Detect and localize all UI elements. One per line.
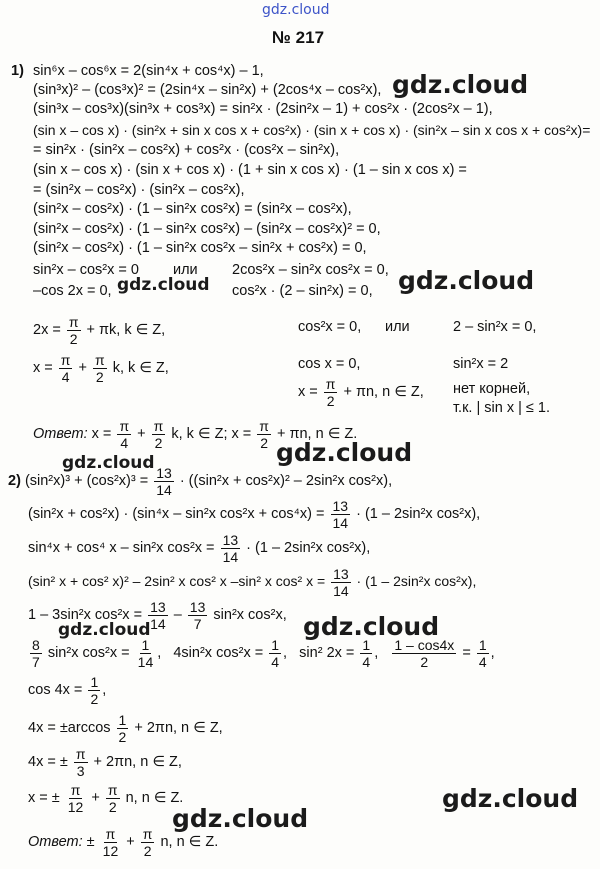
denominator: 12 (102, 842, 119, 859)
fraction (30, 637, 42, 670)
fraction (141, 826, 155, 859)
text: + (91, 790, 100, 806)
text: – (173, 607, 182, 623)
equation-line: (sin³x)² – (cos³x)² = (2sin⁴x – sin²x) + (2cos⁴x – cos²x), (33, 82, 382, 98)
denominator: 14 (222, 548, 239, 565)
part2-label: 2) (8, 473, 21, 489)
watermark: gdz.cloud (172, 804, 309, 833)
text: + πk, k ∈ Z, (86, 322, 166, 338)
denominator: 2 (90, 690, 99, 707)
text: + 2πn, n ∈ Z, (93, 754, 182, 770)
denominator: 2 (420, 653, 429, 670)
equation-line: (sin x – cos x) · (sin x + cos x) · (1 + sin x cos x) · (1 – sin x cos x) = (33, 162, 467, 178)
denominator: 2 (143, 842, 152, 859)
text: + 2πn, n ∈ Z, (134, 720, 223, 736)
text: n, n ∈ Z. (125, 790, 184, 806)
text: + πn, n ∈ Z. (276, 426, 358, 442)
fraction (392, 637, 456, 670)
equation-line (28, 670, 106, 710)
text: · (1 – 2sin²x cos²x), (356, 506, 481, 522)
denominator: 4 (271, 653, 280, 670)
fraction (188, 599, 208, 632)
numerator: π (325, 375, 336, 392)
or-word: или (385, 319, 410, 335)
denominator: 2 (69, 330, 78, 347)
denominator: 14 (150, 615, 166, 632)
fraction (152, 418, 166, 451)
equation-line: sin⁶x – cos⁶x = 2(sin⁴x + cos⁴x) – 1, (33, 63, 264, 79)
text: = (462, 645, 471, 661)
equation-line: = (sin²x – cos²x) · (sin²x – cos²x), (33, 182, 245, 198)
fraction (154, 465, 174, 498)
text: , (102, 682, 107, 698)
equation-line (28, 742, 182, 782)
fraction (331, 566, 351, 599)
text: sin⁴x + cos⁴ x – sin²x cos²x = (28, 540, 215, 556)
numerator: π (75, 745, 86, 762)
fraction (74, 746, 88, 779)
solution-line: cos²x = 0, (298, 319, 362, 335)
numerator: 13 (332, 497, 349, 514)
text: + (137, 426, 146, 442)
equation-line: (sin³x – cos³x)(sin³x + cos³x) = sin²x · (2sin²x – 1) + cos²x · (2cos²x – 1), (33, 101, 493, 117)
denominator: 2 (260, 434, 269, 451)
text: + (78, 360, 87, 376)
denominator: 4 (478, 653, 487, 670)
fraction (106, 782, 120, 815)
equation-line: (sin x – cos x) · (sin²x + sin x cos x + cos²x) · (sin x + cos x) · (sin²x – sin x cos x + cos²x)= (33, 122, 591, 138)
solution-line: т.к. | sin x | ≤ 1. (453, 400, 550, 416)
text: sin²x cos²x = (47, 645, 130, 661)
fraction (93, 352, 107, 385)
fraction (269, 637, 281, 670)
numerator: 1 (118, 711, 127, 728)
denominator: 3 (76, 762, 85, 779)
numerator: 1 (141, 636, 150, 653)
watermark: gdz.cloud (398, 266, 535, 295)
numerator: 8 (32, 636, 40, 653)
denominator: 14 (137, 653, 154, 670)
fraction (148, 599, 168, 632)
answer-line (28, 822, 218, 862)
numerator: 1 (362, 636, 371, 653)
denominator: 2 (95, 368, 104, 385)
numerator: π (153, 417, 164, 434)
fraction (67, 314, 81, 347)
fraction (477, 637, 489, 670)
text: , (157, 645, 162, 661)
numerator: 13 (156, 464, 172, 481)
watermark: gdz.cloud (442, 784, 579, 813)
denominator: 12 (67, 798, 84, 815)
fraction (59, 352, 73, 385)
answer-label: Ответ: (33, 426, 88, 442)
equation-line: (sin²x – cos²x) · (1 – sin²x cos²x) – (sin²x – cos²x)² = 0, (33, 221, 381, 237)
answer-line (33, 414, 357, 454)
denominator: 4 (61, 368, 70, 385)
watermark: gdz.cloud (303, 612, 440, 641)
fraction (88, 674, 100, 707)
watermark: gdz.cloud (58, 620, 151, 640)
text: 2x = (33, 322, 61, 338)
numerator: π (142, 825, 153, 842)
numerator: π (94, 351, 105, 368)
solution-line: sin²x = 2 (453, 356, 509, 372)
watermark: gdz.cloud (117, 275, 210, 295)
denominator: 2 (154, 434, 163, 451)
denominator: 14 (156, 481, 172, 498)
equation-line: cos²x · (2 – sin²x) = 0, (232, 283, 373, 299)
numerator: 1 (478, 636, 487, 653)
fraction (117, 418, 131, 451)
text: ± (86, 834, 95, 850)
denominator: 4 (120, 434, 129, 451)
solution-line (33, 310, 165, 350)
text: cos 4x = (28, 682, 83, 698)
fraction (101, 826, 121, 859)
fraction (136, 637, 156, 670)
text: (sin²x + cos²x) · (sin⁴x – sin²x cos²x + cos⁴x) = (28, 506, 325, 522)
numerator: 1 (90, 673, 99, 690)
answer-label: Ответ: (28, 834, 83, 850)
text: (sin²x)³ + (cos²x)³ = (24, 473, 149, 489)
text: x = (33, 360, 53, 376)
numerator: π (119, 417, 130, 434)
text: k, k ∈ Z, (112, 360, 169, 376)
equation-line (28, 633, 495, 673)
text: · (1 – 2sin²x cos²x), (246, 540, 371, 556)
denominator: 4 (362, 653, 371, 670)
fraction (324, 376, 338, 409)
denominator: 2 (108, 798, 117, 815)
fraction (221, 532, 241, 565)
fraction (117, 712, 129, 745)
numerator: 1 (271, 636, 280, 653)
denominator: 2 (118, 728, 127, 745)
numerator: π (259, 417, 269, 434)
equation-line: sin²x – cos²x = 0 (33, 262, 139, 278)
part1-label: 1) (11, 63, 24, 79)
text: 1 – 3sin²x cos²x = (28, 607, 143, 623)
numerator: π (107, 781, 118, 798)
numerator: π (68, 313, 79, 330)
numerator: π (60, 351, 71, 368)
text: , (490, 645, 495, 661)
numerator: 1 – cos4x (394, 636, 455, 653)
watermark: gdz.cloud (62, 453, 155, 473)
equation-line: 2cos²x – sin²x cos²x = 0, (232, 262, 389, 278)
equation-line (28, 778, 183, 818)
solution-line (298, 372, 424, 412)
text: , (374, 645, 379, 661)
text: 4x = ±arccos (28, 720, 111, 736)
equation-line: = sin²x · (sin²x – cos²x) + cos²x · (cos²x – sin²x), (33, 142, 340, 158)
fraction (66, 782, 86, 815)
denominator: 14 (332, 514, 349, 531)
watermark: gdz.cloud (392, 70, 529, 99)
text: k, k ∈ Z; x = (171, 426, 252, 442)
equation-line: (sin²x – cos²x) · (1 – sin²x cos²x – sin²x + cos²x) = 0, (33, 240, 367, 256)
problem-number: № 217 (272, 28, 325, 47)
solution-line (33, 348, 169, 388)
solution-line: 2 – sin²x = 0, (453, 319, 537, 335)
denominator: 14 (333, 582, 349, 599)
text: x = (91, 426, 112, 442)
text: + πn, n ∈ Z, (343, 384, 424, 400)
numerator: π (105, 825, 116, 842)
solution-line: cos x = 0, (298, 356, 361, 372)
numerator: π (70, 781, 81, 798)
equation-line (28, 595, 287, 635)
text: n, n ∈ Z. (160, 834, 219, 850)
text: 4x = ± (28, 754, 68, 770)
watermark-top: gdz.cloud (262, 2, 330, 18)
fraction (257, 418, 271, 451)
text: · (1 – 2sin²x cos²x), (356, 573, 477, 589)
text: x = ± (28, 790, 60, 806)
text: sin² 2x = (299, 645, 355, 661)
or-word: или (173, 262, 198, 278)
watermark: gdz.cloud (276, 438, 413, 467)
equation-line: –cos 2x = 0, (33, 283, 112, 299)
text: + (126, 834, 135, 850)
text: sin²x cos²x, (213, 607, 287, 623)
solution-line: нет корней, (453, 381, 531, 397)
denominator: 2 (326, 392, 335, 409)
fraction (331, 498, 351, 531)
numerator: 13 (150, 598, 166, 615)
equation-line: (sin²x – cos²x) · (1 – sin²x cos²x) = (sin²x – cos²x), (33, 201, 352, 217)
text: (sin² x + cos² x)² – 2sin² x cos² x –sin² x cos² x = (28, 573, 326, 589)
text: · ((sin²x + cos²x)² – 2sin²x cos²x), (179, 473, 393, 489)
fraction (360, 637, 372, 670)
numerator: 13 (189, 598, 206, 615)
numerator: 13 (222, 531, 239, 548)
text: x = (298, 384, 318, 400)
numerator: 13 (333, 565, 349, 582)
denominator: 7 (193, 615, 202, 632)
text: 4sin²x cos²x = (173, 645, 264, 661)
denominator: 7 (32, 653, 40, 670)
text: , (283, 645, 288, 661)
